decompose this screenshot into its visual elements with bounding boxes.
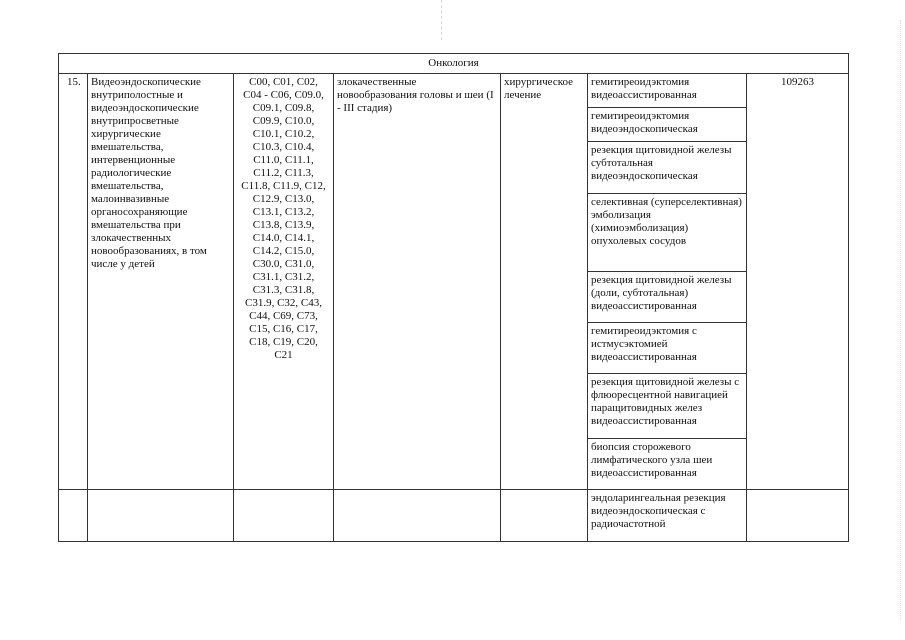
icd-code-line: C10.1, C10.2,	[252, 128, 315, 140]
icd-code-line: C09.1, C09.8,	[252, 102, 315, 114]
method-cell: резекция щитовидной железы (доли, субтотальная) видеоассистированная	[588, 272, 747, 323]
icd-code-line: C31.1, C31.2,	[252, 271, 315, 283]
icd-code-line: C44, C69, C73,	[249, 310, 318, 322]
fold-mark	[441, 0, 442, 40]
empty-cell	[88, 490, 234, 542]
empty-cell	[234, 490, 334, 542]
cost-value: 109263	[747, 74, 849, 490]
intervention-type: Видеоэндоскопические внутриполостные и видеоэндоскопические внутрипросветные хирургические вмешательства, интервенционные радиологические вмешательства, малоинвазивные органосохраняющие вмешательства при злокачественных новообразованиях, в том числе у детей	[88, 74, 234, 490]
empty-cell	[747, 490, 849, 542]
method-cell: гемитиреоидэктомия видеоассистированная	[588, 74, 747, 108]
icd-code-line: C14.2, C15.0,	[252, 245, 315, 257]
icd-code-line: C31.9, C32, C43,	[244, 297, 322, 309]
icd-code-line: C14.0, C14.1,	[252, 232, 315, 244]
method-cell: резекция щитовидной железы с флюоресцентной навигацией паращитовидных желез видеоассистированная	[588, 374, 747, 439]
icd-code-line: C11.8, C11.9, C12,	[241, 180, 326, 192]
icd-code-line: C04 - C06, C09.0,	[243, 89, 324, 101]
icd-code-line: C09.9, C10.0,	[252, 115, 315, 127]
oncology-table	[58, 53, 849, 542]
icd-code-line: C10.3, C10.4,	[252, 141, 315, 153]
method-cell: гемитиреоидэктомия видеоэндоскопическая	[588, 108, 747, 142]
icd-code-line: C13.1, C13.2,	[252, 206, 315, 218]
section-title: Онкология	[59, 54, 849, 74]
method-cell: гемитиреоидэктомия с истмусэктомией видеоассистированная	[588, 323, 747, 374]
method-cell: резекция щитовидной железы субтотальная видеоэндоскопическая	[588, 142, 747, 194]
icd-code-line: C11.2, C11.3,	[253, 167, 314, 179]
icd-code-line: C18, C19, C20,	[249, 336, 318, 348]
method-cell: биопсия сторожевого лимфатического узла шеи видеоассистированная	[588, 439, 747, 490]
icd-codes	[234, 74, 334, 490]
empty-cell	[59, 490, 88, 542]
empty-cell	[334, 490, 501, 542]
scan-edge	[900, 20, 901, 620]
row-number: 15.	[59, 74, 88, 490]
icd-code-line: C31.3, C31.8,	[252, 284, 315, 296]
icd-code-line: C21	[274, 349, 293, 361]
treatment-type: хирургическое лечение	[501, 74, 588, 490]
icd-code-line: C00, C01, C02,	[249, 76, 318, 88]
method-cell: селективная (суперселективная) эмболизация (химиоэмболизация) опухолевых сосудов	[588, 194, 747, 272]
icd-code-line: C15, C16, C17,	[249, 323, 318, 335]
continuation-method: эндоларингеальная резекция видеоэндоскопическая с радиочастотной	[588, 490, 747, 542]
icd-code-line: C11.0, C11.1,	[253, 154, 314, 166]
icd-code-line: C12.9, C13.0,	[252, 193, 315, 205]
empty-cell	[501, 490, 588, 542]
disease-model: злокачественные новообразования головы и шеи (I - III стадия)	[334, 74, 501, 490]
icd-code-line: C13.8, C13.9,	[252, 219, 315, 231]
icd-code-line: C30.0, C31.0,	[252, 258, 315, 270]
